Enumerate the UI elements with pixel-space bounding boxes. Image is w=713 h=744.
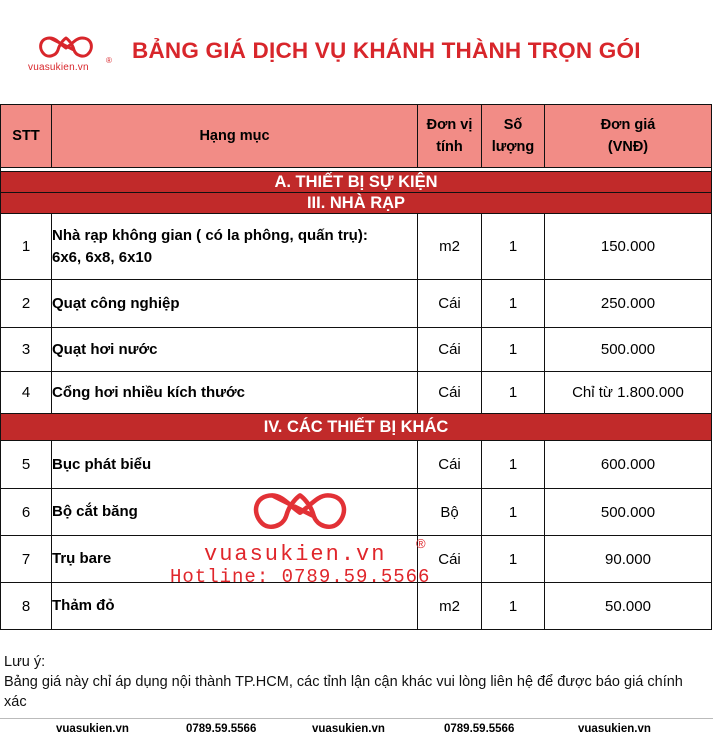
- table-row: [1, 489, 712, 536]
- cell-unit: Cái: [418, 280, 482, 328]
- note-label: Lưu ý:: [4, 654, 46, 670]
- cell-price: 600.000: [545, 441, 712, 489]
- cell-price: 500.000: [545, 328, 712, 372]
- cell-qty: 1: [482, 372, 545, 414]
- footer-phone: 0789.59.5566: [186, 723, 257, 735]
- col-header-qty: [482, 105, 545, 168]
- table-row: [1, 441, 712, 489]
- cell-item: [52, 214, 418, 280]
- cell-unit: Cái: [418, 441, 482, 489]
- cell-item: Trụ bare: [52, 536, 418, 583]
- section-heading-a: [1, 172, 712, 193]
- cell-qty: 1: [482, 280, 545, 328]
- watermark-registered: ®: [416, 536, 426, 551]
- table-row: [1, 280, 712, 328]
- price-table: [0, 104, 712, 630]
- cell-item: Quạt công nghiệp: [52, 280, 418, 328]
- section-title: III. NHÀ RẠP: [1, 193, 712, 214]
- cell-unit: Cái: [418, 328, 482, 372]
- cell-stt: 6: [1, 489, 52, 536]
- footer-divider: [0, 718, 713, 719]
- watermark-brand: vuasukien.vn: [204, 542, 387, 567]
- cell-stt: 1: [1, 214, 52, 280]
- cell-unit: Cái: [418, 372, 482, 414]
- note-text: Bảng giá này chỉ áp dụng nội thành TP.HCM, các tỉnh lận cận khác vui lòng liên hệ để được báo giá chính xác: [4, 674, 683, 710]
- footer-phone: 0789.59.5566: [444, 723, 515, 735]
- section-heading-4: [1, 414, 712, 441]
- cell-qty: 1: [482, 328, 545, 372]
- price-header-line2: (VNĐ): [607, 139, 649, 155]
- table-row: [1, 583, 712, 630]
- price-header-line1: Đơn giá: [600, 117, 656, 133]
- cell-unit: Bộ: [418, 489, 482, 536]
- cell-qty: 1: [482, 583, 545, 630]
- cell-item: Cổng hơi nhiều kích thước: [52, 372, 418, 414]
- cell-stt: 4: [1, 372, 52, 414]
- cell-item: Bộ cắt băng: [52, 489, 418, 536]
- item-line2: 6x6, 6x8, 6x10: [52, 248, 153, 266]
- brand-logo: [28, 34, 124, 80]
- cell-stt: 2: [1, 280, 52, 328]
- logo-mark-icon: [36, 34, 96, 60]
- section-heading-3: [1, 193, 712, 214]
- cell-stt: 7: [1, 536, 52, 583]
- table-row: [1, 536, 712, 583]
- cell-price: 50.000: [545, 583, 712, 630]
- cell-price: 250.000: [545, 280, 712, 328]
- cell-qty: 1: [482, 489, 545, 536]
- cell-unit: Cái: [418, 536, 482, 583]
- cell-stt: 3: [1, 328, 52, 372]
- cell-qty: 1: [482, 441, 545, 489]
- cell-item: Thảm đỏ: [52, 583, 418, 630]
- cell-stt: 5: [1, 441, 52, 489]
- qty-header-line2: lượng: [491, 139, 535, 155]
- cell-qty: 1: [482, 536, 545, 583]
- footer-website: vuasukien.vn: [578, 723, 651, 735]
- cell-item: Bục phát biểu: [52, 441, 418, 489]
- col-header-price: [545, 105, 712, 168]
- section-title: IV. CÁC THIẾT BỊ KHÁC: [1, 414, 712, 441]
- table-row: [1, 214, 712, 280]
- col-header-unit: [418, 105, 482, 168]
- col-header-item: Hạng mục: [52, 105, 418, 168]
- qty-header-line1: Số: [503, 117, 523, 133]
- table-row: [1, 372, 712, 414]
- registered-mark: ®: [106, 56, 112, 65]
- page-footer: [0, 718, 713, 744]
- cell-qty: 1: [482, 214, 545, 280]
- watermark-hotline: Hotline: 0789.59.5566: [170, 566, 431, 588]
- col-header-stt: STT: [1, 105, 52, 168]
- section-title: A. THIẾT BỊ SỰ KIỆN: [1, 172, 712, 193]
- cell-price: 500.000: [545, 489, 712, 536]
- table-header-row: [1, 105, 712, 168]
- cell-stt: 8: [1, 583, 52, 630]
- table-row: [1, 328, 712, 372]
- cell-unit: m2: [418, 214, 482, 280]
- cell-price: 90.000: [545, 536, 712, 583]
- footer-website: vuasukien.vn: [312, 723, 385, 735]
- cell-price: Chỉ từ 1.800.000: [545, 372, 712, 414]
- footer-website: vuasukien.vn: [56, 723, 129, 735]
- cell-price: 150.000: [545, 214, 712, 280]
- page-header: [0, 0, 713, 104]
- logo-text: vuasukien.vn: [28, 62, 89, 73]
- unit-header-line1: Đơn vị: [426, 117, 473, 133]
- cell-unit: m2: [418, 583, 482, 630]
- note-block: [4, 652, 704, 712]
- unit-header-line2: tính: [436, 139, 463, 155]
- item-line1: Nhà rạp không gian ( có la phông, quấn trụ):: [52, 226, 368, 244]
- cell-item: Quạt hơi nước: [52, 328, 418, 372]
- page-title: BẢNG GIÁ DỊCH VỤ KHÁNH THÀNH TRỌN GÓI: [132, 38, 641, 63]
